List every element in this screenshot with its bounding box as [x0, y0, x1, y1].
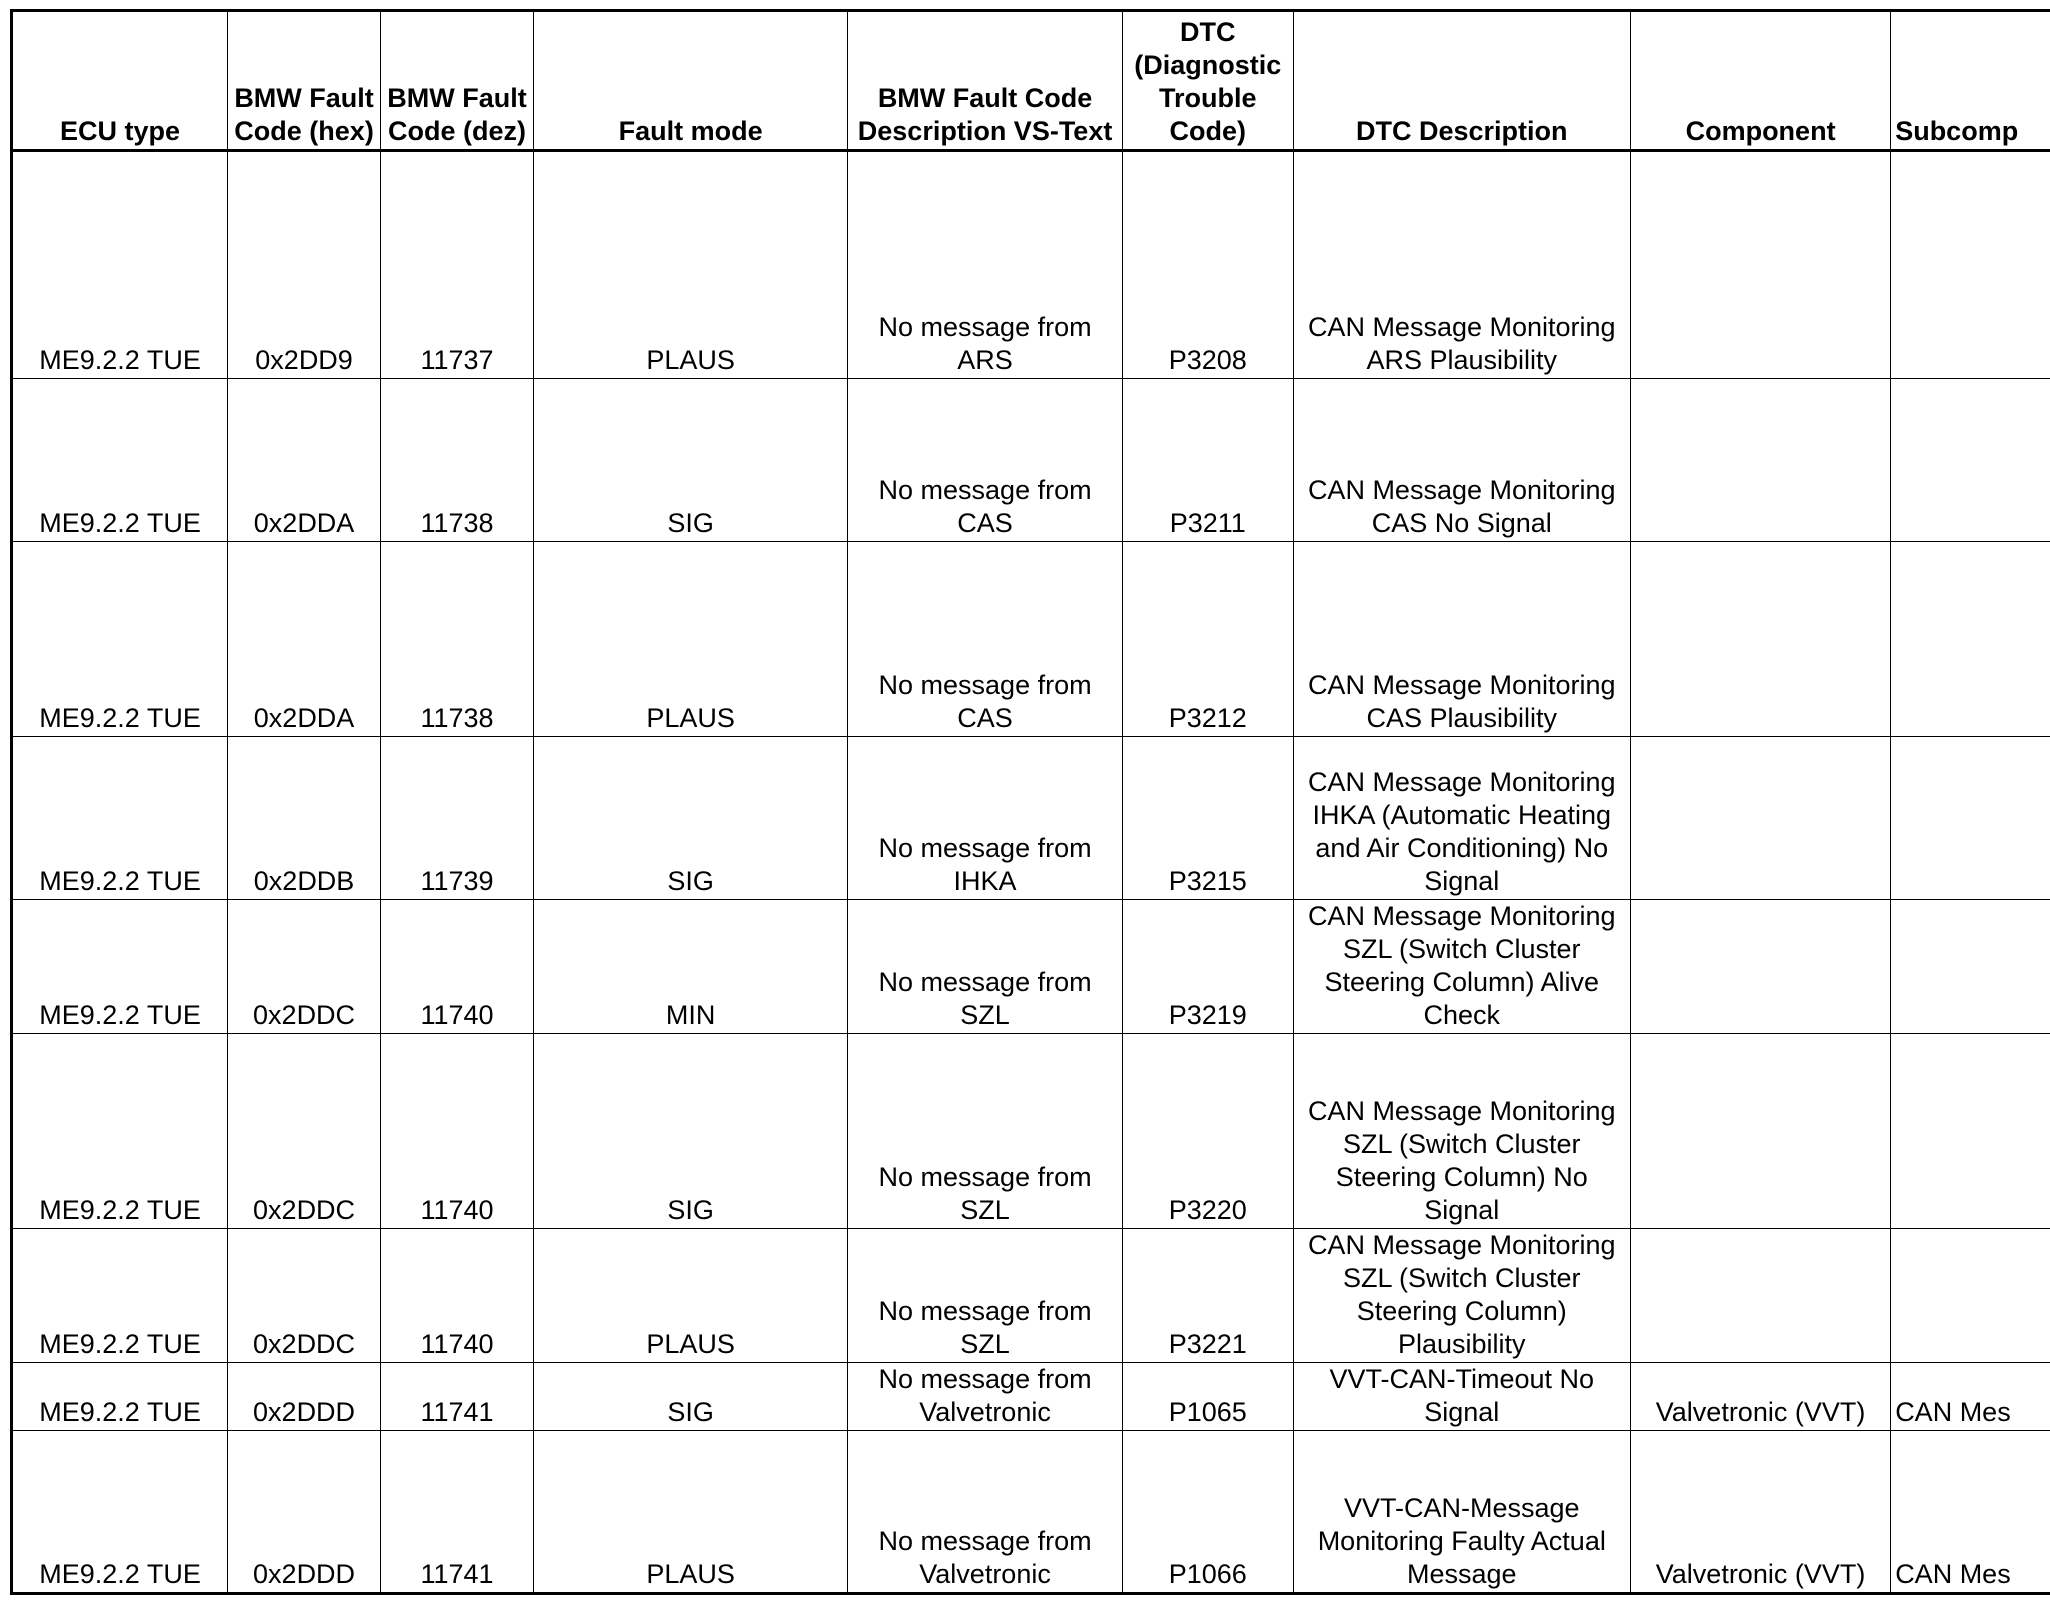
cell-fault-mode[interactable]: SIG — [534, 1363, 848, 1431]
cell-fault-code-dez[interactable]: 11741 — [380, 1363, 533, 1431]
cell-fault-code-dez[interactable]: 11741 — [380, 1431, 533, 1594]
column-header-dtc-description[interactable]: DTC Description — [1293, 11, 1630, 151]
cell-fault-code-hex[interactable]: 0x2DD9 — [228, 151, 381, 379]
cell-fault-code-dez[interactable]: 11738 — [380, 542, 533, 737]
column-header-subcomponent[interactable]: Subcomp — [1891, 11, 2050, 151]
table-row — [12, 1363, 2050, 1431]
cell-fault-code-dez[interactable]: 11740 — [380, 1034, 533, 1229]
cell-dtc-description[interactable]: CAN Message Monitoring SZL (Switch Cluster Steering Column) Alive Check — [1293, 900, 1630, 1034]
cell-ecu-type[interactable]: ME9.2.2 TUE — [12, 1431, 228, 1594]
cell-dtc-description[interactable]: CAN Message Monitoring CAS Plausibility — [1293, 542, 1630, 737]
table-row — [12, 379, 2050, 542]
cell-fault-code-hex[interactable]: 0x2DDD — [228, 1363, 381, 1431]
cell-fault-code-dez[interactable]: 11740 — [380, 1229, 533, 1363]
table-row — [12, 1034, 2050, 1229]
cell-ecu-type[interactable]: ME9.2.2 TUE — [12, 542, 228, 737]
cell-dtc-description[interactable]: VVT-CAN-Message Monitoring Faulty Actual Message — [1293, 1431, 1630, 1594]
cell-subcomponent[interactable] — [1891, 379, 2050, 542]
cell-ecu-type[interactable]: ME9.2.2 TUE — [12, 737, 228, 900]
cell-ecu-type[interactable]: ME9.2.2 TUE — [12, 379, 228, 542]
cell-component[interactable] — [1630, 1034, 1890, 1229]
cell-fault-code-dez[interactable]: 11740 — [380, 900, 533, 1034]
cell-fault-mode[interactable]: SIG — [534, 1034, 848, 1229]
cell-fault-code-hex[interactable]: 0x2DDA — [228, 542, 381, 737]
cell-component[interactable] — [1630, 1229, 1890, 1363]
cell-fault-mode[interactable]: PLAUS — [534, 151, 848, 379]
cell-dtc-code[interactable]: P3211 — [1122, 379, 1293, 542]
cell-dtc-description[interactable]: VVT-CAN-Timeout No Signal — [1293, 1363, 1630, 1431]
cell-component[interactable]: Valvetronic (VVT) — [1630, 1363, 1890, 1431]
cell-fault-code-description[interactable]: No message from SZL — [848, 900, 1123, 1034]
cell-fault-code-hex[interactable]: 0x2DDC — [228, 1229, 381, 1363]
cell-component[interactable] — [1630, 151, 1890, 379]
cell-subcomponent[interactable] — [1891, 151, 2050, 379]
cell-ecu-type[interactable]: ME9.2.2 TUE — [12, 1034, 228, 1229]
table-row — [12, 900, 2050, 1034]
table-row — [12, 1229, 2050, 1363]
cell-fault-code-hex[interactable]: 0x2DDD — [228, 1431, 381, 1594]
cell-dtc-code[interactable]: P3220 — [1122, 1034, 1293, 1229]
cell-dtc-description[interactable]: CAN Message Monitoring IHKA (Automatic Heating and Air Conditioning) No Signal — [1293, 737, 1630, 900]
cell-fault-code-hex[interactable]: 0x2DDC — [228, 900, 381, 1034]
cell-component[interactable] — [1630, 542, 1890, 737]
cell-ecu-type[interactable]: ME9.2.2 TUE — [12, 1229, 228, 1363]
cell-fault-code-hex[interactable]: 0x2DDB — [228, 737, 381, 900]
cell-dtc-code[interactable]: P3208 — [1122, 151, 1293, 379]
cell-fault-code-description[interactable]: No message from Valvetronic — [848, 1363, 1123, 1431]
cell-dtc-description[interactable]: CAN Message Monitoring SZL (Switch Cluster Steering Column) Plausibility — [1293, 1229, 1630, 1363]
cell-fault-code-description[interactable]: No message from SZL — [848, 1229, 1123, 1363]
cell-component[interactable] — [1630, 737, 1890, 900]
table-row — [12, 1431, 2050, 1594]
table-row — [12, 737, 2050, 900]
cell-fault-mode[interactable]: PLAUS — [534, 1229, 848, 1363]
cell-fault-code-dez[interactable]: 11737 — [380, 151, 533, 379]
cell-fault-code-description[interactable]: No message from SZL — [848, 1034, 1123, 1229]
column-header-fault-code-description[interactable]: BMW Fault Code Description VS-Text — [848, 11, 1123, 151]
cell-dtc-code[interactable]: P3215 — [1122, 737, 1293, 900]
cell-fault-code-description[interactable]: No message from Valvetronic — [848, 1431, 1123, 1594]
cell-ecu-type[interactable]: ME9.2.2 TUE — [12, 900, 228, 1034]
table-row — [12, 151, 2050, 379]
cell-dtc-description[interactable]: CAN Message Monitoring SZL (Switch Cluster Steering Column) No Signal — [1293, 1034, 1630, 1229]
column-header-fault-code-dez[interactable]: BMW Fault Code (dez) — [380, 11, 533, 151]
cell-component[interactable] — [1630, 900, 1890, 1034]
cell-fault-code-hex[interactable]: 0x2DDC — [228, 1034, 381, 1229]
cell-dtc-description[interactable]: CAN Message Monitoring CAS No Signal — [1293, 379, 1630, 542]
cell-fault-mode[interactable]: MIN — [534, 900, 848, 1034]
table-header-row — [12, 11, 2050, 151]
cell-fault-code-dez[interactable]: 11738 — [380, 379, 533, 542]
cell-subcomponent[interactable]: CAN Mes — [1891, 1363, 2050, 1431]
cell-fault-code-dez[interactable]: 11739 — [380, 737, 533, 900]
cell-fault-code-description[interactable]: No message from IHKA — [848, 737, 1123, 900]
cell-dtc-code[interactable]: P1066 — [1122, 1431, 1293, 1594]
column-header-dtc-code[interactable]: DTC (Diagnostic Trouble Code) — [1122, 11, 1293, 151]
cell-fault-mode[interactable]: PLAUS — [534, 1431, 848, 1594]
cell-component[interactable] — [1630, 379, 1890, 542]
cell-dtc-code[interactable]: P3219 — [1122, 900, 1293, 1034]
table-body — [12, 151, 2050, 1594]
column-header-component[interactable]: Component — [1630, 11, 1890, 151]
cell-dtc-code[interactable]: P1065 — [1122, 1363, 1293, 1431]
column-header-ecu-type[interactable]: ECU type — [12, 11, 228, 151]
cell-subcomponent[interactable] — [1891, 737, 2050, 900]
cell-subcomponent[interactable] — [1891, 1229, 2050, 1363]
cell-subcomponent[interactable] — [1891, 1034, 2050, 1229]
cell-fault-code-hex[interactable]: 0x2DDA — [228, 379, 381, 542]
cell-fault-code-description[interactable]: No message from CAS — [848, 379, 1123, 542]
cell-component[interactable]: Valvetronic (VVT) — [1630, 1431, 1890, 1594]
cell-fault-code-description[interactable]: No message from ARS — [848, 151, 1123, 379]
cell-dtc-code[interactable]: P3221 — [1122, 1229, 1293, 1363]
cell-fault-mode[interactable]: SIG — [534, 737, 848, 900]
cell-fault-mode[interactable]: PLAUS — [534, 542, 848, 737]
cell-subcomponent[interactable] — [1891, 900, 2050, 1034]
cell-subcomponent[interactable]: CAN Mes — [1891, 1431, 2050, 1594]
cell-ecu-type[interactable]: ME9.2.2 TUE — [12, 1363, 228, 1431]
cell-dtc-description[interactable]: CAN Message Monitoring ARS Plausibility — [1293, 151, 1630, 379]
column-header-fault-code-hex[interactable]: BMW Fault Code (hex) — [228, 11, 381, 151]
cell-fault-code-description[interactable]: No message from CAS — [848, 542, 1123, 737]
cell-dtc-code[interactable]: P3212 — [1122, 542, 1293, 737]
column-header-fault-mode[interactable]: Fault mode — [534, 11, 848, 151]
fault-code-table — [10, 9, 2050, 1595]
cell-fault-mode[interactable]: SIG — [534, 379, 848, 542]
cell-subcomponent[interactable] — [1891, 542, 2050, 737]
table-row — [12, 542, 2050, 737]
cell-ecu-type[interactable]: ME9.2.2 TUE — [12, 151, 228, 379]
